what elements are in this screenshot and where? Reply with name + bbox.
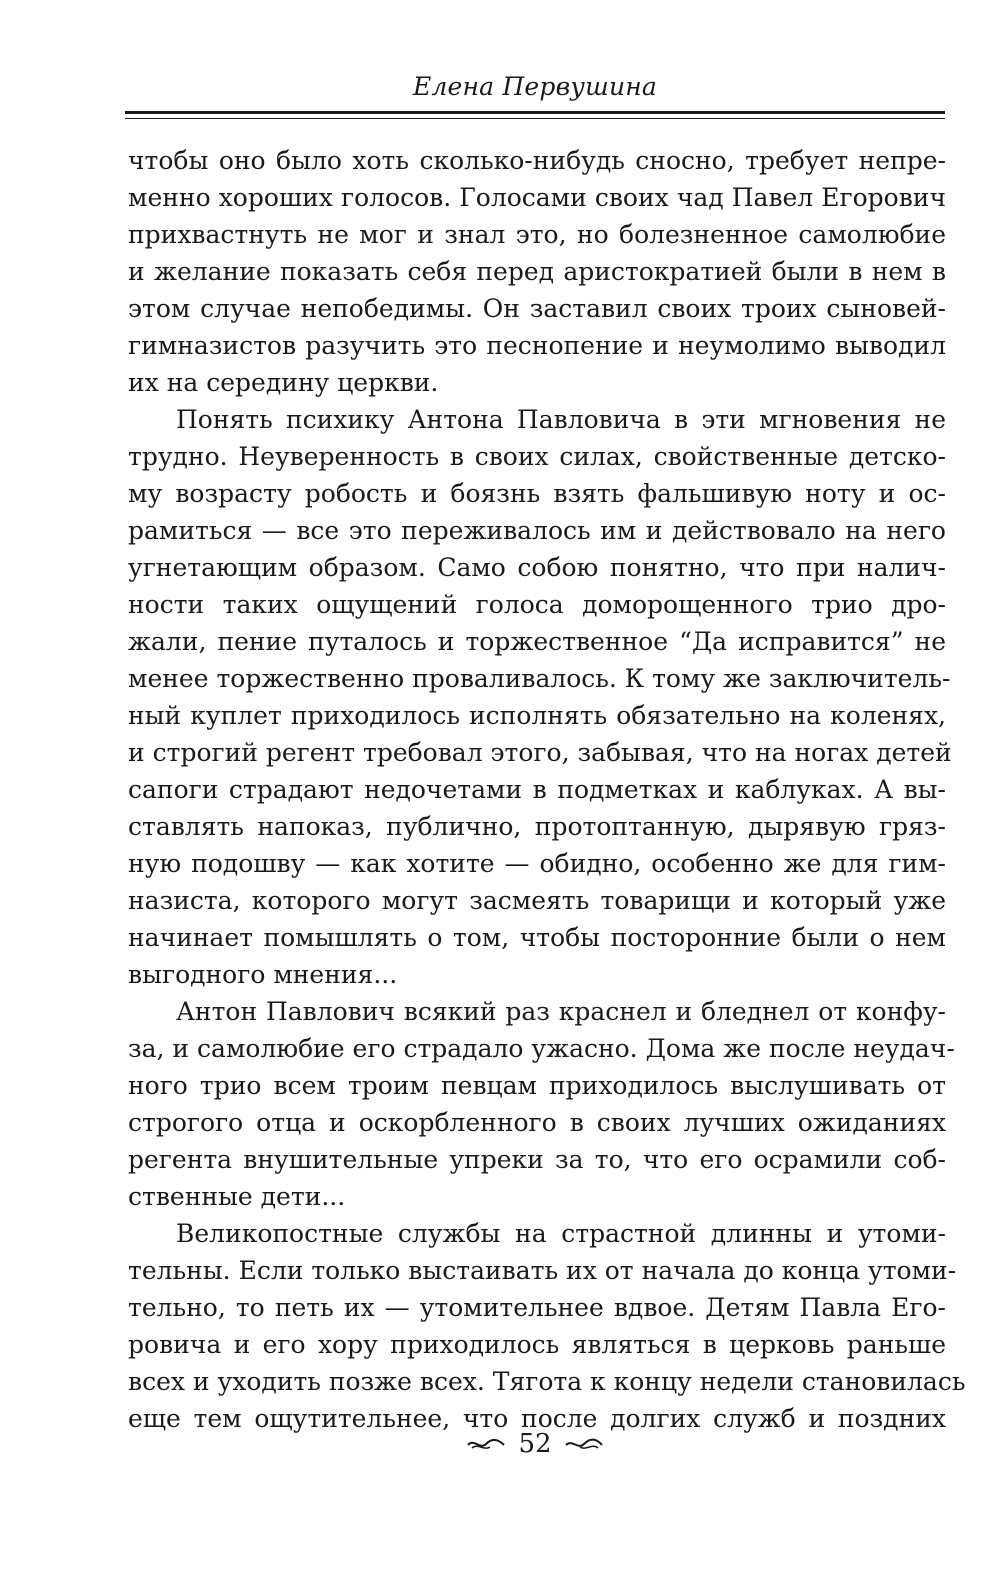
text-line: ставлять напоказ, публично, протоптанную, дырявую гряз- xyxy=(128,812,946,841)
running-title: Елена Первушина xyxy=(412,72,658,101)
text-line: и строгий регент требовал этого, забывая, что на ногах детей xyxy=(128,738,952,767)
text-line: Великопостные службы на страстной длинны и утоми- xyxy=(176,1219,946,1248)
left-ornament-icon xyxy=(466,1436,506,1452)
text-line: ный куплет приходилось исполнять обязательно на коленях, xyxy=(128,701,946,730)
text-line: жали, пение путалось и торжественное “Да исправится” не xyxy=(128,627,946,656)
header-rule-thick xyxy=(125,111,945,114)
text-line: трудно. Неуверенность в своих силах, свойственные детско- xyxy=(128,442,946,471)
text-line: выгодного мнения... xyxy=(128,960,398,989)
text-line: угнетающим образом. Само собою понятно, что при налич- xyxy=(128,553,946,582)
paragraph xyxy=(128,993,955,1215)
text-line: за, и самолюбие его страдало ужасно. Дома же после неудач- xyxy=(128,1034,955,1063)
text-line: назиста, которого могут засмеять товарищи и который уже xyxy=(128,886,946,915)
text-line: их на середину церкви. xyxy=(128,368,439,397)
text-line: ную подошву — как хотите — обидно, особенно же для гим- xyxy=(128,849,946,878)
text-line: му возрасту робость и боязнь взять фальшивую ноту и ос- xyxy=(128,479,946,508)
text-line: еще тем ощутительнее, что после долгих служб и поздних xyxy=(128,1404,946,1433)
paragraph xyxy=(128,142,946,401)
text-line: и желание показать себя перед аристократией были в нем в xyxy=(128,257,946,286)
text-line: сапоги страдают недочетами в подметках и каблуках. А вы- xyxy=(128,775,946,804)
text-line: чтобы оно было хоть сколько-нибудь сносно, требует непре- xyxy=(128,146,946,175)
text-line: строгого отца и оскорбленного в своих лучших ожиданиях xyxy=(128,1108,946,1137)
right-ornament-icon xyxy=(564,1436,604,1452)
text-line: менно хороших голосов. Голосами своих чад Павел Егорович xyxy=(128,183,946,212)
text-line: всех и уходить позже всех. Тягота к концу недели становилась xyxy=(128,1367,966,1396)
text-line: этом случае непобедимы. Он заставил своих троих сыновей- xyxy=(128,294,946,323)
page-number: 52 xyxy=(518,1429,552,1459)
text-line: Антон Павлович всякий раз краснел и бледнел от конфу- xyxy=(176,997,946,1026)
text-line: начинает помышлять о том, чтобы посторонние были о нем xyxy=(128,923,946,952)
text-line: прихвастнуть не мог и знал это, но болезненное самолюбие xyxy=(128,220,946,249)
text-line: регента внушительные упреки за то, что его осрамили соб- xyxy=(128,1145,946,1174)
paragraph xyxy=(128,401,952,993)
text-line: гимназистов разучить это песнопение и неумолимо выводил xyxy=(128,331,946,360)
body-text xyxy=(128,142,966,1437)
text-line: ровича и его хору приходилось являться в церковь раньше xyxy=(128,1330,946,1359)
page-footer xyxy=(125,1428,945,1459)
text-line: рамиться — все это переживалось им и действовало на него xyxy=(128,516,946,545)
text-line: Понять психику Антона Павловича в эти мгновения не xyxy=(176,405,946,434)
paragraph xyxy=(128,1215,966,1437)
text-line: тельны. Если только выстаивать их от начала до конца утоми- xyxy=(128,1256,957,1285)
header-rule-thin xyxy=(125,118,945,119)
text-line: ности таких ощущений голоса доморощенного трио дро- xyxy=(128,590,946,619)
text-line: ного трио всем троим певцам приходилось выслушивать от xyxy=(128,1071,946,1100)
text-line: менее торжественно проваливалось. К тому же заключитель- xyxy=(128,664,951,693)
text-line: ственные дети... xyxy=(128,1182,346,1211)
text-line: тельно, то петь их — утомительнее вдвое. Детям Павла Его- xyxy=(128,1293,946,1322)
